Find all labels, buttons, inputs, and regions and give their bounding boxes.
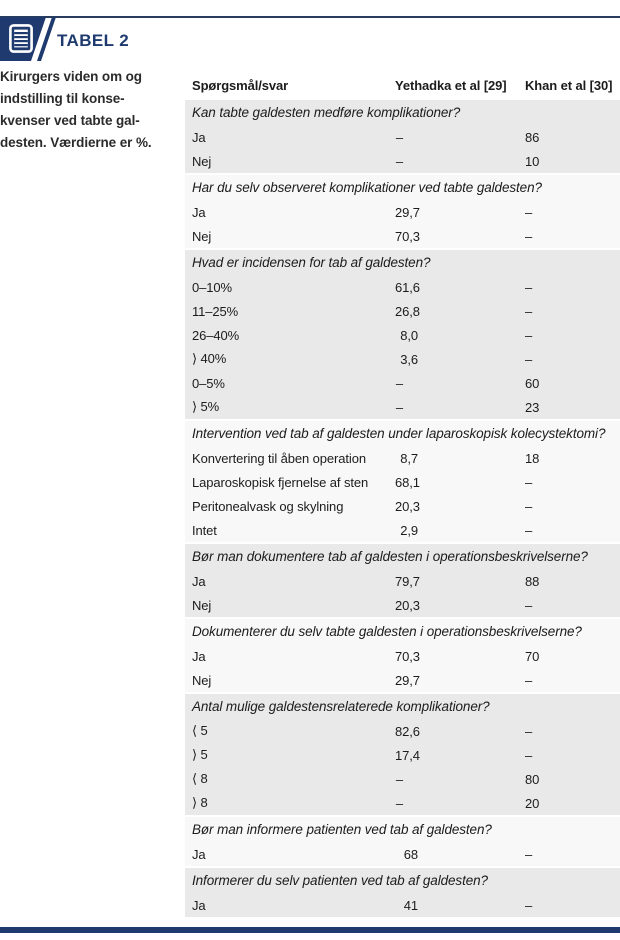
value-khan: – [525, 351, 533, 367]
table-row [185, 347, 620, 371]
value-yethadka: 68 [403, 846, 418, 862]
value-khan: 70 [525, 648, 540, 664]
column-header-yethadka: Yethadka et al [29] [395, 78, 507, 93]
value-yethadka: 82,6 [395, 723, 420, 739]
row-label: Nej [192, 672, 212, 688]
value-khan: 10 [525, 153, 540, 169]
row-label: ⟨ 5 [192, 723, 208, 738]
value-khan: 86 [525, 129, 540, 145]
table-caption [0, 66, 182, 154]
value-khan: 23 [525, 399, 540, 415]
table-row [185, 470, 620, 494]
value-yethadka: 20,3 [395, 498, 420, 514]
row-label: Ja [192, 846, 206, 862]
data-table [185, 73, 620, 917]
row-label: Nej [192, 597, 212, 613]
value-yethadka: 68,1 [395, 474, 420, 490]
top-rule [0, 16, 620, 18]
table-row [185, 275, 620, 299]
value-khan: – [525, 279, 533, 295]
table-row [185, 224, 620, 248]
table-row [185, 767, 620, 791]
caption-line: indstilling til konse- [0, 91, 125, 106]
row-label: ⟨ 8 [192, 771, 208, 786]
row-label: ⟩ 5 [192, 747, 208, 762]
table-row [185, 842, 620, 866]
value-yethadka: – [395, 153, 403, 169]
table-header-row [185, 73, 620, 98]
section-question: Intervention ved tab af galdesten under laparoskopisk kolecystektomi? [192, 426, 606, 441]
section-question: Bør man dokumentere tab af galdesten i operationsbeskrivelserne? [192, 549, 588, 564]
table-row [185, 299, 620, 323]
table-section [185, 694, 620, 815]
value-yethadka: 29,7 [395, 204, 420, 220]
value-khan: – [525, 723, 533, 739]
row-label: Laparoskopisk fjernelse af sten [192, 474, 369, 490]
table-row [185, 644, 620, 668]
table-row [185, 518, 620, 542]
value-yethadka: 70,3 [395, 228, 420, 244]
row-label: Ja [192, 129, 206, 145]
bottom-rule [0, 927, 620, 933]
value-yethadka: 61,6 [395, 279, 420, 295]
row-label: ⟩ 5% [192, 399, 220, 414]
section-question: Kan tabte galdesten medføre komplikationer? [192, 105, 461, 120]
table-section [185, 250, 620, 419]
value-yethadka: 20,3 [395, 597, 420, 613]
value-yethadka: 8,0 [400, 327, 418, 343]
document-lines-icon [9, 24, 33, 54]
table-row [185, 668, 620, 692]
value-yethadka: – [395, 375, 403, 391]
table-sections [185, 100, 620, 917]
table-row [185, 395, 620, 419]
value-khan: – [525, 474, 533, 490]
column-header-question: Spørgsmål/svar [192, 78, 289, 93]
table-title: TABEL 2 [57, 31, 130, 50]
table-section [185, 421, 620, 542]
table-section [185, 868, 620, 917]
section-question: Bør man informere patienten ved tab af galdesten? [192, 822, 492, 837]
value-khan: – [525, 498, 533, 514]
table-row [185, 494, 620, 518]
value-khan: 80 [525, 771, 540, 787]
row-label: Ja [192, 897, 206, 913]
table-row [185, 125, 620, 149]
value-yethadka: – [395, 129, 403, 145]
value-yethadka: 8,7 [400, 450, 418, 466]
row-label: 11–25% [192, 303, 239, 319]
value-yethadka: – [395, 399, 403, 415]
value-yethadka: – [395, 771, 403, 787]
value-khan: – [525, 597, 533, 613]
column-header-khan: Khan et al [30] [525, 78, 613, 93]
value-yethadka: – [395, 795, 403, 811]
value-khan: 20 [525, 795, 540, 811]
value-khan: – [525, 303, 533, 319]
value-yethadka: 70,3 [395, 648, 420, 664]
row-label: Ja [192, 573, 206, 589]
table-row [185, 893, 620, 917]
row-label: ⟩ 8 [192, 795, 208, 810]
value-yethadka: 2,9 [400, 522, 418, 538]
row-label: Ja [192, 204, 206, 220]
table-row [185, 593, 620, 617]
section-question: Antal mulige galdestensrelaterede komplikationer? [192, 699, 490, 714]
table-row [185, 569, 620, 593]
row-label: Konvertering til åben operation [192, 450, 366, 466]
table-row [185, 791, 620, 815]
row-label: ⟩ 40% [192, 351, 227, 366]
row-label: 0–5% [192, 375, 225, 391]
value-khan: 88 [525, 573, 540, 589]
row-label: Intet [192, 522, 217, 538]
section-question: Dokumenterer du selv tabte galdesten i operationsbeskrivelserne? [192, 624, 582, 639]
table-row [185, 200, 620, 224]
value-khan: – [525, 897, 533, 913]
table-section [185, 619, 620, 692]
value-khan: – [525, 327, 533, 343]
table-row [185, 371, 620, 395]
row-label: Nej [192, 153, 212, 169]
value-yethadka: 41 [403, 897, 418, 913]
caption-line: kvenser ved tabte gal- [0, 113, 140, 128]
caption-line: desten. Værdierne er %. [0, 135, 152, 150]
section-question: Hvad er incidensen for tab af galdesten? [192, 255, 431, 270]
table-section [185, 100, 620, 173]
value-khan: – [525, 522, 533, 538]
table-row [185, 446, 620, 470]
value-khan: – [525, 747, 533, 763]
value-yethadka: 79,7 [395, 573, 420, 589]
row-label: Nej [192, 228, 212, 244]
row-label: 26–40% [192, 327, 240, 343]
value-yethadka: 29,7 [395, 672, 420, 688]
value-khan: – [525, 672, 533, 688]
section-question: Har du selv observeret komplikationer ved tabte galdesten? [192, 180, 542, 195]
caption-line: Kirurgers viden om og [0, 69, 142, 84]
row-label: Ja [192, 648, 206, 664]
table-row [185, 323, 620, 347]
section-question: Informerer du selv patienten ved tab af galdesten? [192, 873, 488, 888]
value-yethadka: 3,6 [400, 351, 418, 367]
value-khan: 18 [525, 450, 540, 466]
value-khan: – [525, 846, 533, 862]
table-row [185, 149, 620, 173]
table-row [185, 719, 620, 743]
table-section [185, 175, 620, 248]
table-section [185, 817, 620, 866]
row-label: Peritonealvask og skylning [192, 498, 344, 514]
value-khan: – [525, 204, 533, 220]
value-khan: 60 [525, 375, 540, 391]
value-yethadka: 26,8 [395, 303, 420, 319]
value-khan: – [525, 228, 533, 244]
row-label: 0–10% [192, 279, 232, 295]
table-section [185, 544, 620, 617]
value-yethadka: 17,4 [395, 747, 420, 763]
table-row [185, 743, 620, 767]
